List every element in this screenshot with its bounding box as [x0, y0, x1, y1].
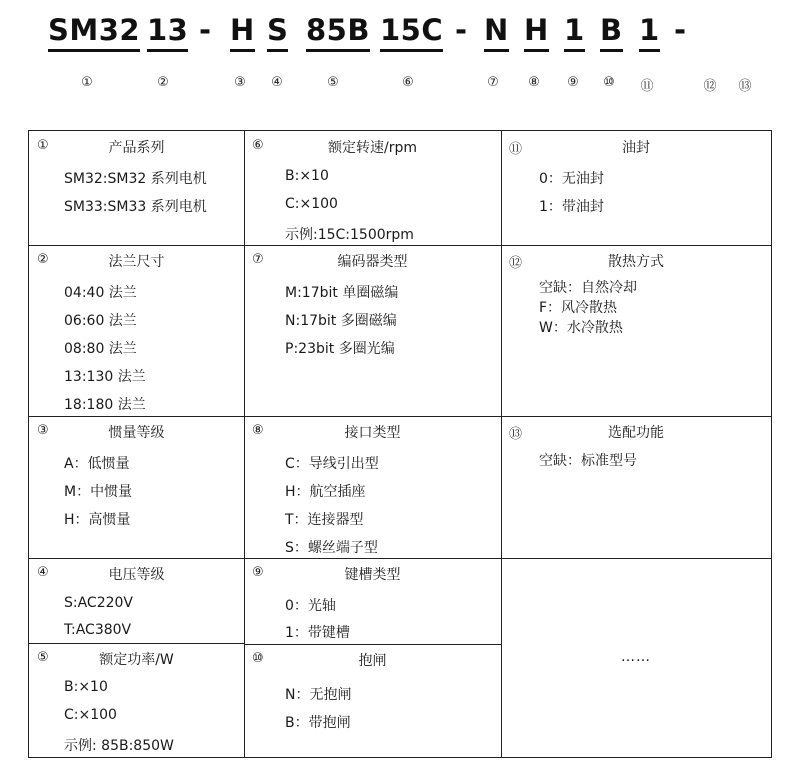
marker: ⑦: [487, 75, 499, 90]
cell-rated-power: [29, 643, 244, 757]
cell-voltage-level: [29, 558, 244, 643]
marker: ⑨: [567, 75, 579, 90]
cell-line: C:×100: [64, 707, 117, 723]
code-dash: -: [455, 13, 468, 47]
cell-line: T：连接器型: [285, 512, 364, 528]
cell-number: ⑫: [509, 256, 523, 271]
code-dash: -: [674, 13, 687, 47]
code-seg-inertia: H: [230, 12, 255, 52]
cell-number: ②: [37, 252, 49, 267]
cell-line: 空缺：自然冷却: [539, 280, 637, 296]
cell-line: A：低惯量: [64, 456, 130, 472]
cell-line: N：无抱闸: [285, 687, 352, 703]
cell-line: H：航空插座: [285, 484, 366, 500]
code-seg-series: SM32: [48, 12, 140, 52]
cell-line: 18:180 法兰: [64, 397, 146, 413]
cell-title: 散热方式: [608, 254, 664, 270]
cell-line: S：螺丝端子型: [285, 540, 378, 556]
cell-line: H：高惯量: [64, 512, 131, 528]
code-seg-keyway: 1: [564, 12, 585, 52]
code-seg-power: 85B: [306, 12, 370, 52]
cell-number: ③: [37, 423, 49, 438]
cell-brake: [244, 644, 501, 757]
cell-encoder-type: [244, 245, 501, 416]
cell-title: 选配功能: [608, 425, 664, 441]
cell-line: B：带抱闸: [285, 715, 351, 731]
cell-line: T:AC380V: [64, 622, 132, 638]
cell-line: W：水冷散热: [539, 320, 623, 336]
cell-line: F：风冷散热: [539, 300, 618, 316]
cell-number: ④: [37, 565, 49, 580]
cell-title: 抱闸: [358, 653, 387, 669]
code-seg-speed: 15C: [380, 12, 443, 52]
code-seg-brake: B: [600, 12, 623, 52]
cell-number: ⑦: [252, 252, 264, 267]
cell-number: ⑥: [252, 138, 264, 153]
cell-title: 键槽类型: [344, 567, 401, 583]
cell-line: S:AC220V: [64, 595, 134, 611]
marker: ⑩: [603, 75, 615, 90]
cell-line: C:×100: [285, 196, 338, 212]
cell-number: ⑬: [509, 427, 523, 442]
cell-product-series: [29, 131, 244, 245]
cell-more: [501, 558, 771, 757]
cell-line: 13:130 法兰: [64, 369, 146, 385]
cell-flange-size: [29, 245, 244, 416]
marker: ②: [157, 75, 169, 90]
code-seg-interface: H: [524, 12, 549, 52]
cell-number: ⑤: [37, 650, 49, 665]
cell-line: 08:80 法兰: [64, 341, 137, 357]
cell-title: 电压等级: [108, 567, 165, 583]
cell-title: 额定功率/W: [99, 652, 174, 668]
cell-line: 0：光轴: [285, 598, 336, 614]
marker: ⑪: [640, 79, 654, 94]
code-seg-encoder: N: [484, 12, 509, 52]
cell-title: 油封: [622, 140, 650, 156]
code-seg-oilseal: 1: [639, 12, 660, 52]
cell-title: 法兰尺寸: [108, 254, 165, 270]
code-dash: -: [199, 13, 212, 47]
cell-cooling-method: [501, 245, 771, 416]
cell-number: ⑩: [252, 651, 264, 666]
marker: ⑧: [528, 75, 540, 90]
marker: ④: [271, 75, 283, 90]
cell-line: B:×10: [64, 679, 108, 695]
cell-line: C：导线引出型: [285, 456, 379, 472]
cell-line: SM32:SM32 系列电机: [64, 171, 207, 187]
ellipsis: ……: [621, 649, 651, 665]
cell-line: B:×10: [285, 168, 329, 184]
cell-optional-features: [501, 416, 771, 558]
cell-title: 额定转速/rpm: [328, 140, 417, 156]
cell-inertia-level: [29, 416, 244, 558]
cell-line: 1：带油封: [539, 199, 604, 215]
cell-line: SM33:SM33 系列电机: [64, 199, 207, 215]
cell-line: N:17bit 多圈磁编: [285, 313, 397, 329]
cell-title: 接口类型: [344, 425, 401, 441]
spec-table: [28, 130, 772, 758]
cell-line: M：中惯量: [64, 484, 133, 500]
cell-title: 产品系列: [108, 140, 165, 156]
cell-title: 编码器类型: [337, 254, 408, 270]
cell-line: 空缺：标准型号: [539, 453, 637, 469]
cell-oil-seal: [501, 131, 771, 245]
marker: ⑬: [738, 79, 752, 94]
code-seg-flange: 13: [147, 12, 188, 52]
marker: ③: [234, 75, 246, 90]
cell-number: ⑧: [252, 423, 264, 438]
marker: ⑥: [402, 75, 414, 90]
cell-line: M:17bit 单圈磁编: [285, 285, 399, 301]
marker: ⑫: [703, 79, 717, 94]
cell-keyway-type: [244, 558, 501, 644]
cell-line: 1：带键槽: [285, 625, 350, 641]
cell-line: 04:40 法兰: [64, 285, 137, 301]
cell-line: 0：无油封: [539, 171, 604, 187]
marker: ⑤: [327, 75, 339, 90]
cell-line: 示例:15C:1500rpm: [285, 227, 414, 243]
cell-title: 惯量等级: [108, 425, 165, 441]
code-seg-voltage: S: [267, 12, 288, 52]
cell-interface-type: [244, 416, 501, 558]
cell-number: ①: [37, 138, 49, 153]
cell-line: 示例: 85B:850W: [64, 738, 174, 754]
cell-number: ⑨: [252, 565, 264, 580]
marker: ①: [81, 75, 93, 90]
cell-rated-speed: [244, 131, 501, 245]
cell-line: P:23bit 多圈光编: [285, 341, 395, 357]
cell-line: 06:60 法兰: [64, 313, 137, 329]
cell-number: ⑪: [509, 142, 523, 157]
